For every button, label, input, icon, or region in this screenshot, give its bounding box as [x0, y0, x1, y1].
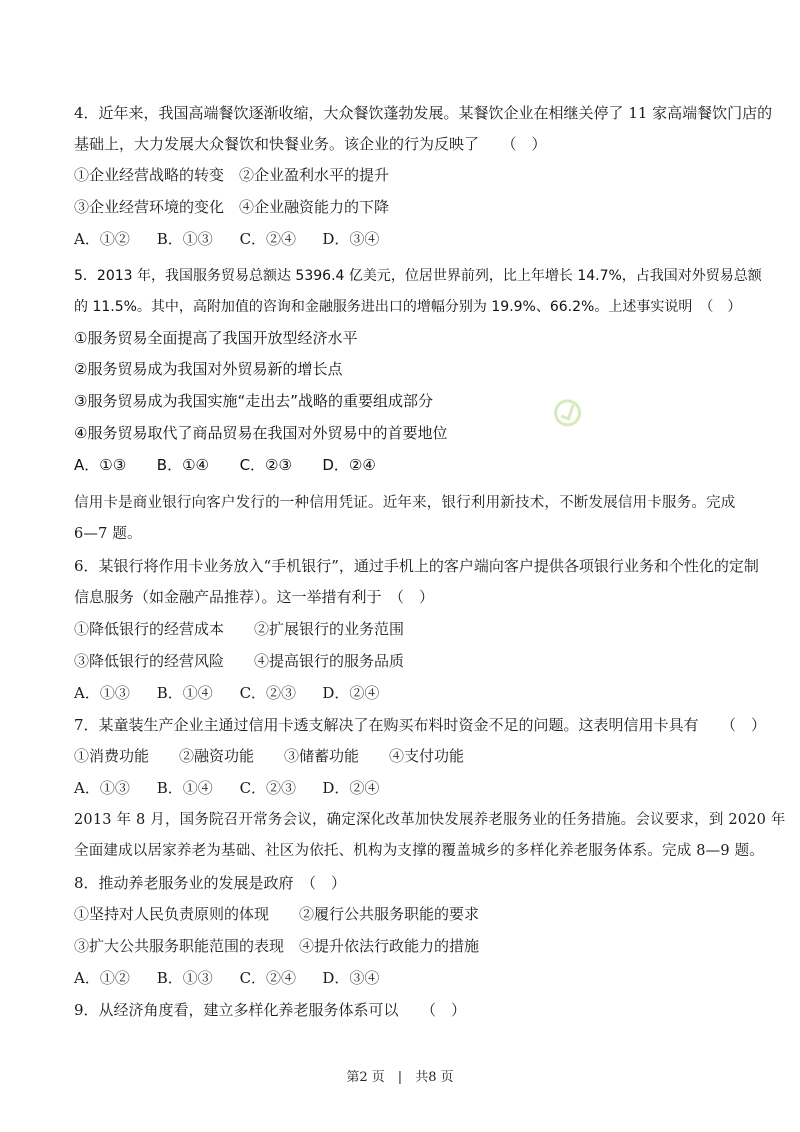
q5-option-4: ④服务贸易取代了商品贸易在我国对外贸易中的首要地位 — [74, 424, 448, 442]
q6-options-row1: ①降低银行的经营成本 ②扩展银行的业务范围 — [74, 620, 405, 638]
q5-choice-d: D．②④ — [322, 456, 376, 474]
q6-stem-line1: 6．某银行将作用卡业务放入“手机银行”，通过手机上的客户端向客户提供各项银行业务和个性化的定制 — [74, 557, 759, 575]
q8-stem: 8．推动养老服务业的发展是政府 （ ） — [74, 874, 347, 892]
q7-choices — [74, 778, 734, 798]
q4-options-row1: ①企业经营战略的转变 ②企业盈利水平的提升 — [74, 166, 390, 184]
q4-stem-line1: 4．近年来，我国高端餐饮逐渐收缩，大众餐饮蓬勃发展。某餐饮企业在相继关停了 11 家高端餐饮门店的 — [74, 104, 773, 122]
q5-stem-line1: 5．2013 年，我国服务贸易总额达 5396.4 亿美元，位居世界前列，比上年增长 14.7%，占我国对外贸易总额 — [74, 268, 762, 284]
q7-choice-a: A．①③ — [74, 779, 130, 797]
q6-choice-c: C．②③ — [239, 684, 297, 702]
q7-options-row: ①消费功能 ②融资功能 ③储蓄功能 ④支付功能 — [74, 747, 465, 765]
q5-choice-b: B．①④ — [156, 456, 209, 474]
q5-choices — [74, 455, 734, 475]
q6-choice-d: D．②④ — [322, 684, 380, 702]
material1-line2: 6—7 题。 — [74, 526, 142, 542]
q6-stem-line2: 信息服务（如金融产品推荐）。这一举措有利于 （ ） — [74, 588, 435, 606]
q7-choice-d: D．②④ — [322, 779, 380, 797]
q4-choice-d: D．③④ — [322, 230, 380, 248]
q4-options-row2: ③企业经营环境的变化 ④企业融资能力的下降 — [74, 198, 390, 216]
watermark — [546, 323, 800, 518]
q5-option-2: ②服务贸易成为我国对外贸易新的增长点 — [74, 360, 343, 378]
q8-options-row2: ③扩大公共服务职能范围的表现 ④提升依法行政能力的措施 — [74, 937, 480, 955]
q6-options-row2: ③降低银行的经营风险 ④提高银行的服务品质 — [74, 652, 405, 670]
q8-choice-d: D．③④ — [322, 969, 380, 987]
q8-choice-a: A．①② — [74, 969, 130, 987]
q7-choice-b: B．①④ — [156, 779, 213, 797]
q5-choice-a: A．①③ — [74, 456, 127, 474]
page-footer: 第2 页 | 共8 页 — [346, 1070, 454, 1085]
q8-options-row1: ①坚持对人民负责原则的体现 ②履行公共服务职能的要求 — [74, 905, 480, 923]
material2-line1: 2013 年 8 月，国务院召开常务会议，确定深化改革加快发展养老服务业的任务措施。会议要求，到 2020 年 — [74, 812, 786, 828]
q9-stem: 9．从经济角度看，建立多样化养老服务体系可以 （ ） — [74, 1001, 467, 1019]
q5-option-3: ③服务贸易成为我国实施“走出去”战略的重要组成部分 — [74, 392, 433, 410]
q4-choice-b: B．①③ — [156, 230, 213, 248]
q5-choice-c: C．②③ — [239, 456, 292, 474]
material2-line2: 全面建成以居家养老为基础、社区为依托、机构为支撑的覆盖城乡的多样化养老服务体系。完成 8—9 题。 — [74, 843, 764, 859]
q8-choice-c: C．②④ — [239, 969, 297, 987]
q8-choices — [74, 968, 734, 988]
q7-stem: 7．某童装生产企业主通过信用卡透支解决了在购买布料时资金不足的问题。这表明信用卡具有 （ ） — [74, 716, 767, 734]
q6-choice-b: B．①④ — [156, 684, 213, 702]
material1-line1: 信用卡是商业银行向客户发行的一种信用凭证。近年来，银行利用新技术，不断发展信用卡服务。完成 — [74, 495, 736, 511]
q6-choices — [74, 683, 734, 703]
q8-choice-b: B．①③ — [156, 969, 213, 987]
q4-stem-line2: 基础上，大力发展大众餐饮和快餐业务。该企业的行为反映了 （ ） — [74, 135, 547, 153]
q6-choice-a: A．①③ — [74, 684, 130, 702]
q5-option-1: ①服务贸易全面提高了我国开放型经济水平 — [74, 329, 358, 347]
q7-choice-c: C．②③ — [239, 779, 297, 797]
q4-choices — [74, 229, 734, 249]
q5-stem-line2: 的 11.5%。其中，高附加值的咨询和金融服务进出口的增幅分别为 19.9%、66.2%。上述事实说明 （ ） — [74, 299, 742, 315]
q4-choice-a: A．①② — [74, 230, 130, 248]
q4-choice-c: C．②④ — [239, 230, 297, 248]
